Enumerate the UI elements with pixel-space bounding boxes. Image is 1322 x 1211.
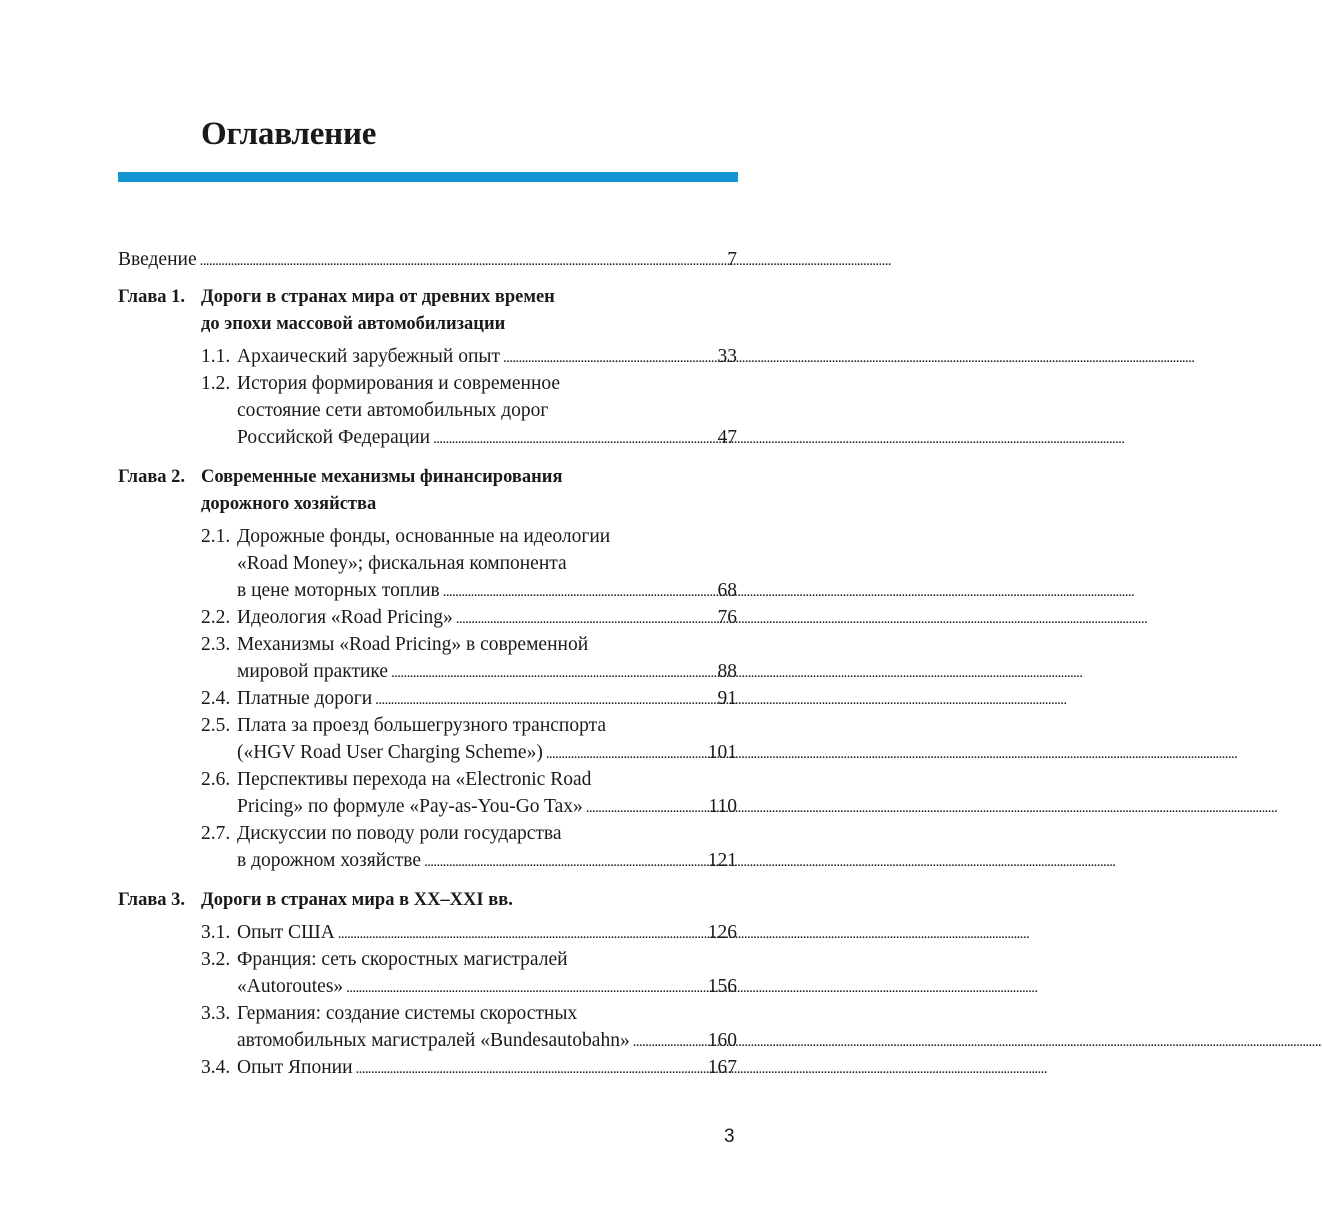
dot-leader [424, 847, 705, 876]
toc-page-number: 126 [707, 922, 737, 943]
dot-leader [391, 658, 714, 687]
toc-chapter-2 [118, 464, 737, 874]
section-title-line: Дорожные фонды, основанные на идеологии [237, 526, 611, 547]
section-title-line: Опыт США [237, 922, 335, 943]
toc-page-number: 47 [717, 427, 737, 448]
page-title: Оглавление [201, 116, 377, 152]
section-title-line: Дискуссии по поводу роли государства [237, 823, 562, 844]
toc-page-number: 167 [707, 1057, 737, 1078]
dot-leader [546, 739, 705, 768]
section-title-line: в дорожном хозяйстве [237, 850, 422, 871]
table-of-contents [118, 246, 737, 1094]
toc-page-number: 76 [717, 607, 737, 628]
toc-section[interactable] [201, 523, 737, 604]
section-number: 3.1. [201, 922, 231, 943]
toc-section[interactable] [201, 919, 737, 946]
toc-section[interactable] [201, 946, 737, 1000]
toc-section[interactable] [201, 685, 737, 712]
section-title-line: Механизмы «Road Pricing» в современной [237, 634, 589, 655]
dot-leader [433, 424, 714, 453]
toc-page-number: 91 [717, 688, 737, 709]
section-title-line: Франция: сеть скоростных магистралей [237, 949, 568, 970]
section-number: 2.3. [201, 634, 231, 655]
toc-chapter-3 [118, 887, 737, 1081]
toc-page-number: 7 [727, 249, 737, 270]
section-title-line: «Autoroutes» [237, 976, 344, 997]
section-title-line: мировой практике [237, 661, 389, 682]
section-title-line: История формирования и современное [237, 373, 561, 394]
dot-leader [443, 577, 715, 606]
chapter-label: Глава 1. [118, 287, 186, 307]
section-title-line: Германия: создание системы скоростных [237, 1003, 578, 1024]
section-number: 3.3. [201, 1003, 231, 1024]
section-title-line: «Road Money»; фискальная компонента [237, 553, 567, 574]
chapter-title-line: Современные механизмы финансирования [201, 467, 563, 487]
toc-page-number: 121 [707, 850, 737, 871]
section-title-line: Плата за проезд большегрузного транспорта [237, 715, 607, 736]
dot-leader [356, 1054, 705, 1083]
toc-chapter-1 [118, 284, 737, 451]
section-number: 2.5. [201, 715, 231, 736]
section-title-line: автомобильных магистралей «Bundesautobahn» [237, 1030, 630, 1051]
chapter-label: Глава 3. [118, 890, 186, 910]
toc-section[interactable] [201, 1000, 737, 1054]
toc-section[interactable] [201, 712, 737, 766]
dot-leader [586, 793, 706, 822]
section-title-line: Pricing» по формуле «Pay-as-You-Go Tax» [237, 796, 583, 817]
toc-page-number: 156 [707, 976, 737, 997]
toc-entry-title: Введение [118, 249, 197, 270]
title-rule [118, 172, 738, 182]
dot-leader [338, 919, 705, 948]
toc-section[interactable] [201, 343, 737, 370]
dot-leader [633, 1027, 705, 1056]
section-number: 3.2. [201, 949, 231, 970]
page-number: 3 [724, 1126, 735, 1147]
section-number: 3.4. [201, 1057, 231, 1078]
chapter-heading[interactable] [118, 284, 737, 338]
section-number: 1.1. [201, 346, 231, 367]
chapter-label: Глава 2. [118, 467, 186, 487]
toc-section[interactable] [201, 631, 737, 685]
toc-page-number: 110 [708, 796, 737, 817]
toc-page-number: 101 [707, 742, 737, 763]
section-title-line: Перспективы перехода на «Electronic Road [237, 769, 592, 790]
toc-page-number: 88 [717, 661, 737, 682]
toc-section[interactable] [201, 820, 737, 874]
section-title-line: Идеология «Road Pricing» [237, 607, 453, 628]
section-number: 1.2. [201, 373, 231, 394]
chapter-title-line: Дороги в странах мира в XX–XXI вв. [201, 890, 513, 910]
section-title-line: в цене моторных топлив [237, 580, 440, 601]
dot-leader [346, 973, 705, 1002]
chapter-title-line: до эпохи массовой автомобилизации [201, 314, 506, 334]
section-number: 2.2. [201, 607, 231, 628]
chapter-title-line: Дороги в странах мира от древних времен [201, 287, 555, 307]
section-number: 2.1. [201, 526, 231, 547]
toc-section[interactable] [201, 1054, 737, 1081]
toc-section[interactable] [201, 766, 737, 820]
toc-entry-intro[interactable] [118, 246, 737, 273]
dot-leader [456, 604, 715, 633]
section-title-line: Платные дороги [237, 688, 373, 709]
toc-section[interactable] [201, 604, 737, 631]
section-title-line: Российской Федерации [237, 427, 431, 448]
chapter-title-line: дорожного хозяйства [201, 494, 377, 514]
dot-leader [375, 685, 714, 714]
section-title-line: Опыт Японии [237, 1057, 353, 1078]
section-number: 2.7. [201, 823, 231, 844]
section-number: 2.6. [201, 769, 231, 790]
toc-section[interactable] [201, 370, 737, 451]
dot-leader [503, 343, 714, 372]
section-title-line: («HGV Road User Charging Scheme») [237, 742, 543, 763]
dot-leader [200, 246, 725, 275]
toc-page-number: 33 [717, 346, 737, 367]
chapter-heading[interactable] [118, 887, 737, 914]
section-title-line: состояние сети автомобильных дорог [237, 400, 549, 421]
toc-page-number: 160 [707, 1030, 737, 1051]
toc-page-number: 68 [717, 580, 737, 601]
section-title-line: Архаический зарубежный опыт [237, 346, 501, 367]
chapter-heading[interactable] [118, 464, 737, 518]
section-number: 2.4. [201, 688, 231, 709]
